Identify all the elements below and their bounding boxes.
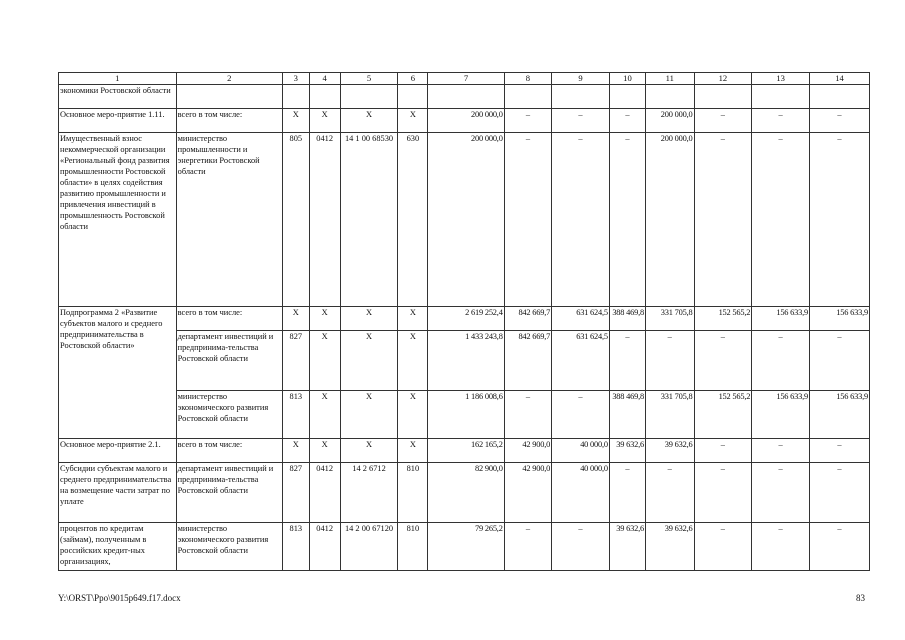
table-cell: 1 186 008,6 [428, 390, 504, 438]
program-name-cell: Основное меро-приятие 1.11. [59, 108, 177, 132]
header-cell: 14 [810, 73, 870, 85]
table-cell: – [810, 132, 870, 306]
table-cell: X [340, 306, 398, 330]
table-cell [428, 84, 504, 108]
table-cell: 813 [282, 522, 309, 570]
table-row [59, 330, 870, 390]
table-cell: – [752, 108, 810, 132]
table-cell: X [398, 390, 428, 438]
table-cell: – [694, 132, 752, 306]
table-cell: – [810, 108, 870, 132]
table-cell: – [504, 390, 551, 438]
header-cell: 3 [282, 73, 309, 85]
table-cell: – [552, 132, 610, 306]
table-cell: – [810, 462, 870, 522]
program-name-cell: экономики Ростовской области [59, 84, 177, 108]
header-cell: 1 [59, 73, 177, 85]
header-row [59, 73, 870, 85]
document-sheet [58, 72, 870, 571]
table-cell [609, 84, 645, 108]
executor-cell [176, 84, 282, 108]
table-row [59, 306, 870, 330]
table-cell: 39 632,6 [609, 522, 645, 570]
table-cell: 156 633,9 [810, 390, 870, 438]
table-cell: 156 633,9 [810, 306, 870, 330]
table-cell [398, 84, 428, 108]
table-cell [552, 84, 610, 108]
table-cell: X [340, 438, 398, 462]
table-cell: – [609, 462, 645, 522]
table-cell: 827 [282, 330, 309, 390]
header-cell: 8 [504, 73, 551, 85]
table-cell: X [340, 390, 398, 438]
table-cell: X [309, 390, 340, 438]
table-cell: X [398, 438, 428, 462]
table-row [59, 438, 870, 462]
table-cell: 810 [398, 522, 428, 570]
table-cell: – [552, 390, 610, 438]
table-cell: X [340, 108, 398, 132]
table-cell: 388 469,8 [609, 306, 645, 330]
table-cell: – [609, 108, 645, 132]
table-cell: 162 165,2 [428, 438, 504, 462]
table-cell: 14 2 6712 [340, 462, 398, 522]
table-cell: 1 433 243,8 [428, 330, 504, 390]
table-cell: – [810, 330, 870, 390]
program-name-cell: Субсидии субъектам малого и среднего предпринимательства на возмещение части затрат по уплате [59, 462, 177, 522]
table-cell: – [810, 522, 870, 570]
table-cell: 805 [282, 132, 309, 306]
table-cell: X [340, 330, 398, 390]
table-cell: X [398, 108, 428, 132]
table-cell: 331 705,8 [646, 390, 694, 438]
executor-cell: всего в том числе: [176, 306, 282, 330]
table-cell: – [646, 462, 694, 522]
table-cell: – [504, 108, 551, 132]
table-cell: 152 565,2 [694, 390, 752, 438]
table-cell: X [309, 306, 340, 330]
table-cell [810, 84, 870, 108]
executor-cell: всего в том числе: [176, 108, 282, 132]
program-name-cell: Основное меро-приятие 2.1. [59, 438, 177, 462]
table-cell: – [752, 522, 810, 570]
table-cell: 842 669,7 [504, 330, 551, 390]
executor-cell: министерство промышленности и энергетики Ростовской области [176, 132, 282, 306]
table-cell [282, 84, 309, 108]
header-cell: 10 [609, 73, 645, 85]
page-number: 83 [856, 593, 865, 603]
table-cell: 14 2 00 67120 [340, 522, 398, 570]
table-cell: – [694, 108, 752, 132]
table-cell: 40 000,0 [552, 438, 610, 462]
table-cell [340, 84, 398, 108]
header-cell: 11 [646, 73, 694, 85]
table-row [59, 108, 870, 132]
table-cell: – [810, 438, 870, 462]
program-name-cell: Подпрограмма 2 «Развитие субъектов малого и среднего предпринимательства в Ростовской области» [59, 306, 177, 438]
table-cell: 813 [282, 390, 309, 438]
table-cell: 42 900,0 [504, 462, 551, 522]
table-cell: 42 900,0 [504, 438, 551, 462]
table-cell: – [694, 438, 752, 462]
header-cell: 5 [340, 73, 398, 85]
executor-cell: министерство экономического развития Ростовской области [176, 390, 282, 438]
table-cell: 331 705,8 [646, 306, 694, 330]
table-cell: – [504, 522, 551, 570]
table-cell: 79 265,2 [428, 522, 504, 570]
table-cell: 630 [398, 132, 428, 306]
table-cell: 827 [282, 462, 309, 522]
table-cell: 40 000,0 [552, 462, 610, 522]
table-row [59, 132, 870, 306]
table-cell: 156 633,9 [752, 306, 810, 330]
table-cell: 0412 [309, 462, 340, 522]
header-cell: 9 [552, 73, 610, 85]
table-cell: – [694, 522, 752, 570]
header-cell: 6 [398, 73, 428, 85]
table-row [59, 390, 870, 438]
table-row [59, 522, 870, 570]
table-cell: 0412 [309, 132, 340, 306]
table-cell: X [398, 306, 428, 330]
table-cell: 388 469,8 [609, 390, 645, 438]
program-name-cell: процентов по кредитам (займам), полученным в российских кредит-ных организациях, [59, 522, 177, 570]
table-cell: 631 624,5 [552, 306, 610, 330]
table-cell: 152 565,2 [694, 306, 752, 330]
header-cell: 12 [694, 73, 752, 85]
executor-cell: министерство экономического развития Ростовской области [176, 522, 282, 570]
table-cell: – [694, 330, 752, 390]
executor-cell: департамент инвестиций и предпринима-тельства Ростовской области [176, 330, 282, 390]
table-cell: – [609, 330, 645, 390]
table-cell [694, 84, 752, 108]
table-cell: 810 [398, 462, 428, 522]
table-cell: – [752, 132, 810, 306]
table-cell: – [752, 330, 810, 390]
executor-cell: всего в том числе: [176, 438, 282, 462]
table-cell [646, 84, 694, 108]
header-cell: 2 [176, 73, 282, 85]
table-cell: – [504, 132, 551, 306]
table-cell: – [752, 438, 810, 462]
table-row [59, 462, 870, 522]
header-cell: 7 [428, 73, 504, 85]
table-cell: – [552, 108, 610, 132]
table-cell: 2 619 252,4 [428, 306, 504, 330]
table-cell: 39 632,6 [646, 438, 694, 462]
table-cell: 39 632,6 [646, 522, 694, 570]
table-cell: – [694, 462, 752, 522]
table-cell: 842 669,7 [504, 306, 551, 330]
budget-table [58, 72, 870, 571]
header-cell: 4 [309, 73, 340, 85]
table-cell: 82 900,0 [428, 462, 504, 522]
table-cell: X [309, 330, 340, 390]
table-cell: X [282, 108, 309, 132]
table-cell: X [282, 306, 309, 330]
table-cell: 200 000,0 [428, 108, 504, 132]
table-cell: – [752, 462, 810, 522]
table-cell: 200 000,0 [646, 132, 694, 306]
table-cell: – [552, 522, 610, 570]
header-cell: 13 [752, 73, 810, 85]
table-cell: 156 633,9 [752, 390, 810, 438]
table-cell: 200 000,0 [646, 108, 694, 132]
table-cell: 39 632,6 [609, 438, 645, 462]
table-cell: X [282, 438, 309, 462]
table-cell: X [398, 330, 428, 390]
table-cell [309, 84, 340, 108]
table-cell: 631 624,5 [552, 330, 610, 390]
table-cell: – [609, 132, 645, 306]
executor-cell: департамент инвестиций и предпринима-тельства Ростовской области [176, 462, 282, 522]
program-name-cell: Имущественный взнос некоммерческой организации «Региональный фонд развития промышленности Ростовской области» в целях содействия развитию промышленности и привлечения инвестиций в промышленность Ростовской области [59, 132, 177, 306]
file-path-footer: Y:\ORST\Ppo\9015p649.f17.docx [58, 593, 181, 603]
table-cell: – [646, 330, 694, 390]
table-cell: 0412 [309, 522, 340, 570]
table-cell: X [309, 438, 340, 462]
table-cell: X [309, 108, 340, 132]
table-cell [504, 84, 551, 108]
table-cell: 200 000,0 [428, 132, 504, 306]
table-row [59, 84, 870, 108]
table-cell: 14 1 00 68530 [340, 132, 398, 306]
table-cell [752, 84, 810, 108]
